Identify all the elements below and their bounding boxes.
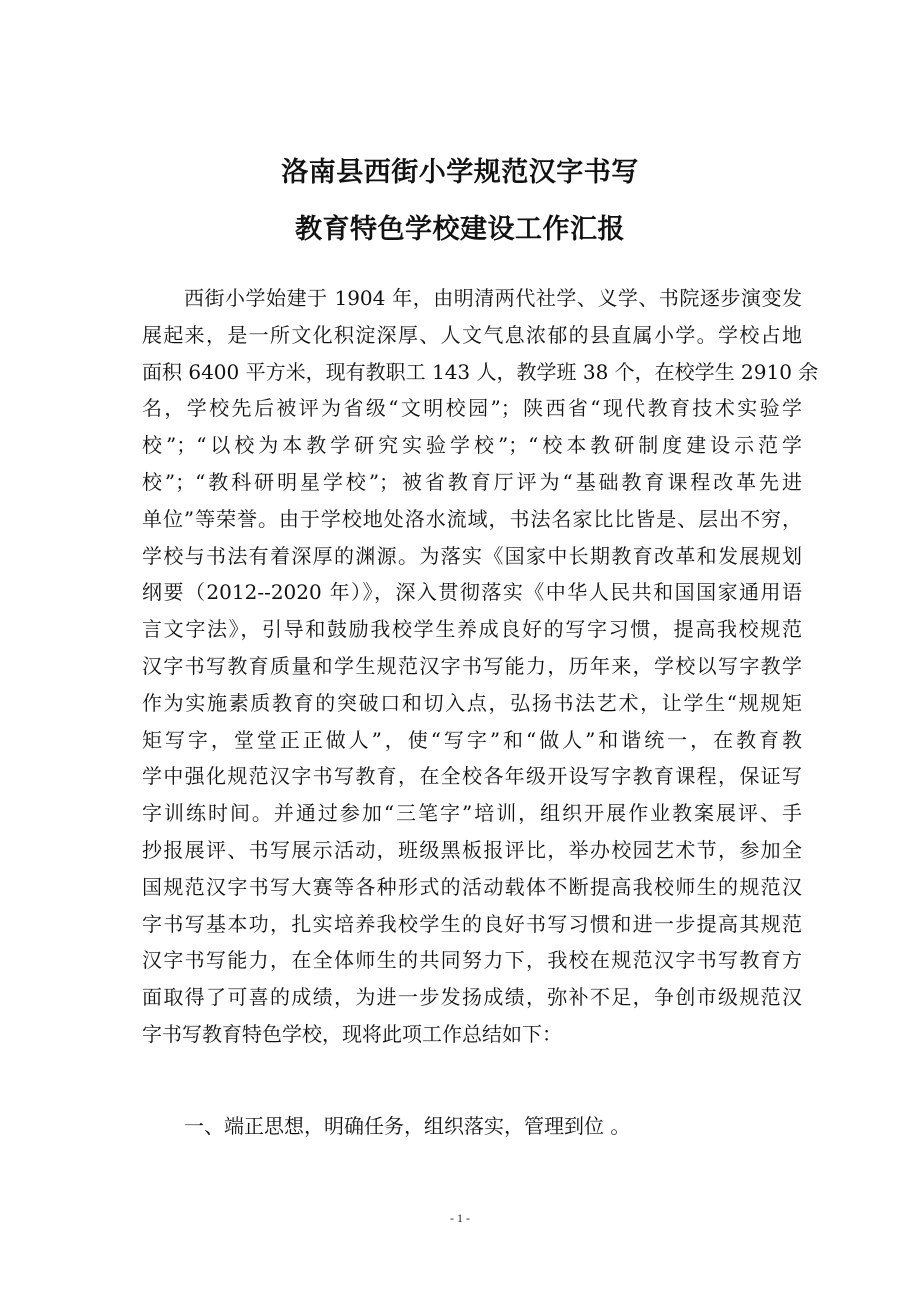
paragraph-line: 汉字书写能力，在全体师生的共同努力下，我校在规范汉字书写教育方 — [142, 948, 802, 973]
paragraph-line: 面积 6400 平方米，现有教职工 143 人，教学班 38 个，在校学生 2910 余 — [142, 359, 819, 384]
paragraph-line: 西街小学始建于 1904 年，由明清两代社学、义学、书院逐步演变发 — [184, 286, 802, 310]
paragraph-line: 纲要（2012--2020 年）》，深入贯彻落实《中华人民共和国国家通用语 — [142, 580, 802, 605]
paragraph-line: 言文字法》，引导和鼓励我校学生养成良好的写字习惯，提高我校规范 — [142, 617, 802, 642]
paragraph-line: 校”；“教科研明星学校”；被省教育厅评为“基础教育课程改革先进 — [142, 469, 802, 494]
paragraph-line: 字训练时间。并通过参加“三笔字”培训，组织开展作业教案展评、手 — [142, 801, 802, 826]
paragraph-line: 展起来，是一所文化积淀深厚、人文气息浓郁的县直属小学。学校占地 — [142, 322, 802, 347]
paragraph-line: 字书写基本功，扎实培养我校学生的良好书写习惯和进一步提高其规范 — [142, 911, 802, 936]
paragraph-line: 作为实施素质教育的突破口和切入点，弘扬书法艺术，让学生“规规矩 — [142, 690, 802, 715]
paragraph-line: 名，学校先后被评为省级“文明校园”；陕西省“现代教育技术实验学 — [142, 396, 802, 421]
paragraph-line: 抄报展评、书写展示活动，班级黑板报评比，举办校园艺术节，参加全 — [142, 837, 802, 862]
paragraph-line: 面取得了可喜的成绩，为进一步发扬成绩，弥补不足，争创市级规范汉 — [142, 985, 802, 1010]
title-line-1: 洛南县西街小学规范汉字书写 — [281, 157, 639, 188]
paragraph-line: 汉字书写教育质量和学生规范汉字书写能力，历年来，学校以写字教学 — [142, 653, 802, 678]
paragraph-line: 学中强化规范汉字书写教育，在全校各年级开设写字教育课程，保证写 — [142, 764, 802, 789]
paragraph-line: 矩写字，堂堂正正做人”，使“写字”和“做人”和谐统一，在教育教 — [142, 727, 802, 752]
page-number: - 1 - — [450, 1211, 470, 1225]
section-heading: 一、端正思想，明确任务，组织落实，管理到位 。 — [184, 1114, 631, 1138]
paragraph-line: 国规范汉字书写大赛等各种形式的活动载体不断提高我校师生的规范汉 — [142, 874, 802, 899]
paragraph-line: 字书写教育特色学校，现将此项工作总结如下： — [142, 1021, 562, 1046]
paragraph-line: 学校与书法有着深厚的渊源。为落实《国家中长期教育改革和发展规划 — [142, 543, 802, 568]
paragraph-line: 单位”等荣誉。由于学校地处洛水流域，书法名家比比皆是、层出不穷， — [142, 506, 802, 531]
paragraph-line: 校”；“以校为本教学研究实验学校”；“校本教研制度建设示范学 — [142, 433, 802, 458]
document-title — [0, 158, 920, 244]
title-line-2: 教育特色学校建设工作汇报 — [295, 214, 625, 245]
intro-paragraph — [142, 280, 819, 1053]
